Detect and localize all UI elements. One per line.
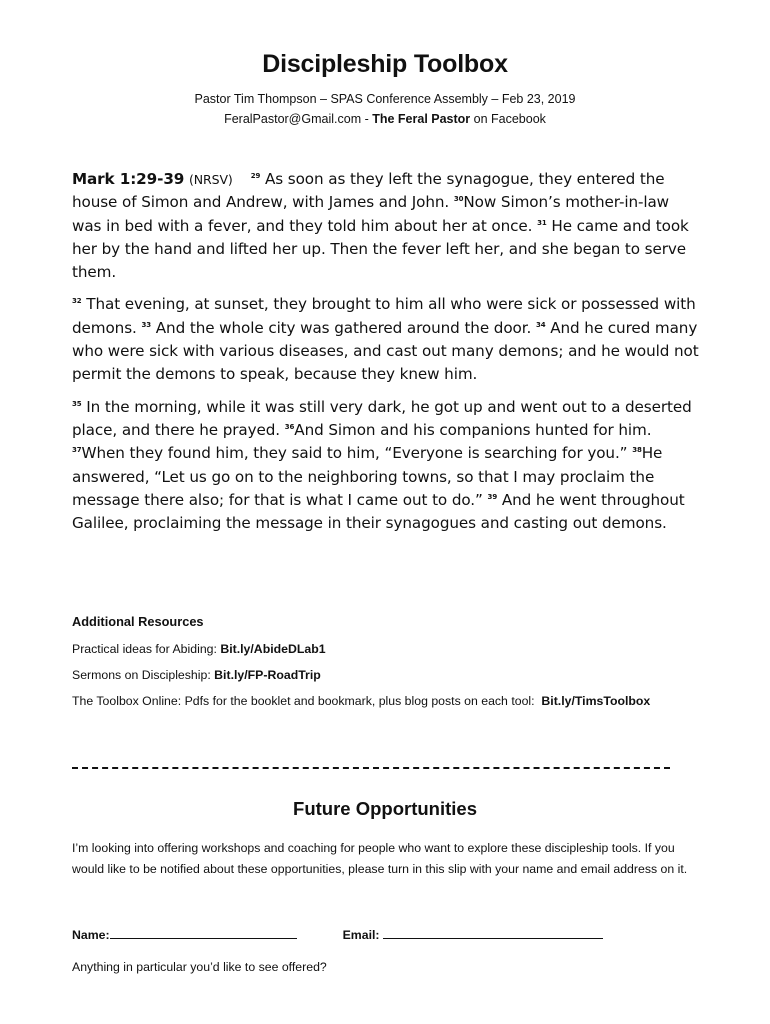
future-opportunities-title: Future Opportunities (293, 798, 477, 819)
verse-text: And Simon and his companions hunted for him. (294, 420, 652, 439)
verse-number: 39 (487, 492, 498, 501)
resource-label: Sermons on Discipleship: (72, 668, 215, 682)
cut-line-divider (72, 767, 670, 769)
page-title: Discipleship Toolbox (262, 50, 508, 78)
verse-number: 37 (72, 446, 82, 455)
resource-item (72, 642, 712, 656)
resource-item (72, 694, 712, 708)
verse-number: 30 (453, 195, 464, 204)
resource-link[interactable]: Bit.ly/TimsToolbox (541, 694, 651, 708)
verse-number: 31 (537, 218, 547, 227)
verse-text: He came and took her by the hand and lifted her up. Then the fever left her, and she began to serve them. (72, 216, 689, 282)
verse-number: 35 (72, 399, 82, 408)
verse-number: 29 (250, 171, 261, 180)
signup-fields (72, 927, 712, 942)
subtitle (0, 89, 770, 129)
scripture-translation: (NRSV) (189, 172, 233, 187)
verse-text: And he cured many who were sick with various diseases, and cast out many demons; and he would not permit the demons to speak, because they knew him. (72, 318, 699, 384)
brand-suffix: on Facebook (470, 112, 546, 126)
verse-text: Now Simon’s mother-in-law was in bed with a fever, and they told him about her at once. (72, 193, 670, 235)
resource-link[interactable]: Bit.ly/FP-RoadTrip (214, 668, 321, 682)
brand-name: The Feral Pastor (372, 112, 471, 126)
verse-number: 32 (72, 297, 82, 306)
verse-number: 34 (535, 320, 546, 329)
scripture-paragraph (72, 396, 702, 536)
contact-separator: - (361, 112, 373, 126)
verse-text: That evening, at sunset, they brought to him all who were sick or possessed with demons. (72, 295, 696, 337)
anything-question: Anything in particular you’d like to see offered? (72, 960, 327, 974)
future-opportunities-body: I’m looking into offering workshops and coaching for people who want to explore these discipleship tools. If you would like to be notified about these opportunities, please turn in this slip with your name and email address on it. (72, 841, 688, 876)
additional-resources (72, 614, 712, 720)
verse-number: 38 (632, 446, 642, 455)
scripture-reference: Mark 1:29-39 (72, 170, 185, 188)
verse-text: As soon as they left the synagogue, they entered the house of Simon and Andrew, with James and John. (72, 170, 665, 212)
verse-text: He answered, “Let us go on to the neighboring towns, so that I may proclaim the message there also; for that is what I came out to do.” (72, 444, 663, 509)
name-field[interactable] (110, 927, 297, 939)
verse-text: When they found him, they said to him, “Everyone is searching for you.” (81, 444, 633, 463)
scripture-passage (72, 168, 702, 544)
verse-number: 36 (284, 422, 295, 431)
name-label: Name: (72, 928, 110, 942)
resources-heading: Additional Resources (72, 614, 204, 629)
verse-text: And the whole city was gathered around the door. (155, 318, 536, 337)
resource-label: The Toolbox Online: Pdfs for the booklet and bookmark, plus blog posts on each tool: (72, 694, 542, 708)
resource-link[interactable]: Bit.ly/AbideDLab1 (220, 642, 326, 656)
author-line: Pastor Tim Thompson – SPAS Conference Assembly – Feb 23, 2019 (194, 92, 576, 106)
email-field[interactable] (383, 927, 603, 939)
scripture-paragraph (72, 168, 702, 284)
verse-number: 33 (141, 320, 152, 329)
verse-text: And he went throughout Galilee, proclaiming the message in their synagogues and casting out demons. (72, 490, 685, 533)
resource-label: Practical ideas for Abiding: (72, 642, 221, 656)
contact-line (0, 109, 770, 129)
contact-email: FeralPastor@Gmail.com (224, 112, 362, 126)
scripture-paragraph (72, 293, 702, 386)
verse-text: In the morning, while it was still very dark, he got up and went out to a deserted place, and there he prayed. (72, 397, 692, 439)
resource-item (72, 668, 712, 682)
email-label: Email: (342, 928, 383, 942)
